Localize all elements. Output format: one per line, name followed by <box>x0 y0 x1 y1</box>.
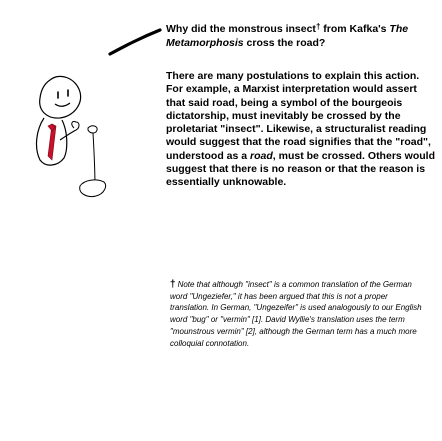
microphone-base <box>80 180 106 197</box>
dagger-mark: † <box>315 22 321 31</box>
question-part3: cross the road? <box>243 37 326 49</box>
question-heading <box>166 22 438 50</box>
answer-road-italic: road <box>250 149 273 162</box>
figure-head <box>40 76 81 118</box>
answer-part2: , must be crossed. Others would suggest that there is no reason or that the reason is essentially unknowable. <box>166 149 435 189</box>
answer-part1: There are many postulations to explain this action. For example, a Marxist interpretation would assert that said road, being a symbol of the bourgeois dictatorship, must inevitably be crossed by the proletariat "insect". Likewise, a structuralist reading would suggest that the road signifies that the "road", understood as a <box>166 70 431 162</box>
footnote <box>170 279 422 349</box>
book-title: The Metamorphosis <box>166 23 409 49</box>
footnote-dagger: † <box>170 279 176 290</box>
figure-hand <box>72 121 79 130</box>
main-text-column <box>166 22 438 190</box>
question-part2: from Kafka's <box>320 23 390 35</box>
footnote-text: Note that although "insect" is a common translation of the German word "Ungeziefer," it has been argued that this is not a proper translation. In German, "Ungezeifer" is used analogously to our English word "bug" or "vermin" [1]. David Wyllie's translation uses the term "mounstrous vermin" [2], although the German term has a much more colloquial connotation. <box>170 280 422 348</box>
microphone <box>88 126 97 133</box>
question-part1: Why did the monstrous insect <box>166 23 316 35</box>
answer-paragraph <box>166 70 438 190</box>
pointer-line <box>110 30 160 54</box>
